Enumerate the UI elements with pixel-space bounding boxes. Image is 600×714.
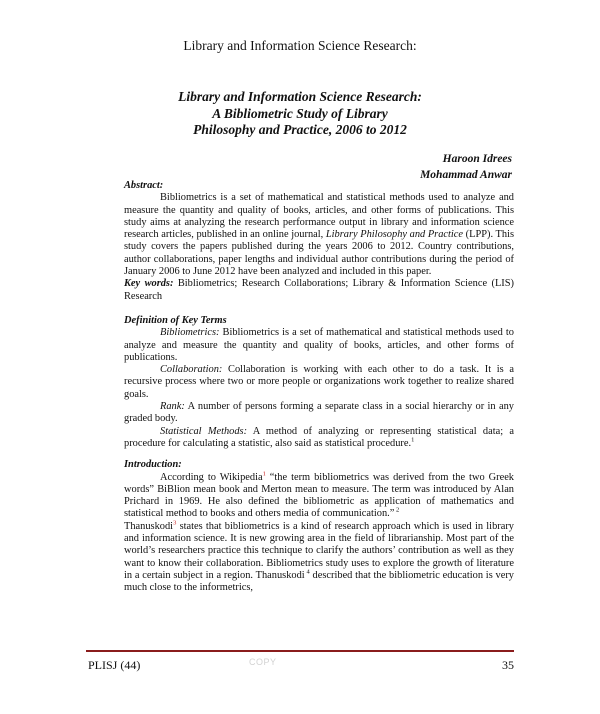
abstract-journal-name: Library Philosophy and Practice <box>325 229 464 241</box>
definition-text: Bibliometrics is a set of mathematical and statistical methods used to analyze and measure the quantity and quality of books, articles, and other forms of publications. <box>124 327 514 363</box>
body-content <box>124 180 514 595</box>
intro-text: Thanuskodi <box>124 520 174 532</box>
keywords-label: Key words: <box>124 278 174 290</box>
intro-text: According to Wikipedia <box>160 471 263 483</box>
footnote-ref[interactable]: 1 <box>262 470 266 478</box>
definition-term: Statistical Methods: <box>160 425 248 437</box>
introduction-heading: Introduction: <box>124 459 182 471</box>
footnote-ref[interactable]: 2 <box>394 506 400 514</box>
definition-item <box>124 364 514 401</box>
definition-text: Collaboration is working with each other to do a task. It is a recursive process where two or more people or organizations work together to realize shared goals. <box>124 364 514 400</box>
introduction-paragraph-1 <box>124 472 514 521</box>
spacer <box>124 450 514 459</box>
definition-term: Rank: <box>160 401 185 413</box>
keywords-text: Bibliometrics; Research Collaborations; Library & Information Science (LIS) Research <box>124 278 514 302</box>
definition-item <box>124 327 514 364</box>
definition-text: A method of analyzing or representing statistical data; a procedure for calculating a statistic, also said as statistical procedure. <box>124 425 514 449</box>
keywords-paragraph <box>124 278 514 303</box>
title-line-3: Philosophy and Practice, 2006 to 2012 <box>193 122 407 137</box>
title-line-1: Library and Information Science Research: <box>178 89 422 104</box>
page-number: 35 <box>502 658 514 672</box>
intro-text: “the term bibliometrics was derived from the two Greek words” BiBlion mean book and Merton mean to measure. The term was introduced by Alan Prichard in 1969. He also defined the bibliometric as application of mathematics and statistical method to books and others media of communication.” <box>124 471 514 520</box>
abstract-text-a: Bibliometrics is a set of mathematical and statistical methods used to analyze and measure the quantity and quality of books, articles, and other forms of publications. This study aims at analyzing the research performance output in library and information science research articles, published in an online journal, <box>124 192 514 241</box>
definition-item <box>124 426 514 451</box>
footnote-ref[interactable]: 1 <box>411 436 415 444</box>
footnote-ref[interactable]: 4 <box>304 568 310 576</box>
footnote-ref[interactable]: 3 <box>173 519 177 527</box>
definition-text: A number of persons forming a separate class in a social hierarchy or in any graded body. <box>124 401 514 425</box>
definition-term: Bibliometrics: <box>160 327 220 339</box>
author-list <box>420 152 512 183</box>
author-name: Mohammad Anwar <box>420 168 512 181</box>
introduction-paragraph-2 <box>124 521 514 595</box>
spacer <box>124 303 514 315</box>
footer-journal: PLISJ (44) <box>88 658 141 672</box>
author-name: Haroon Idrees <box>442 153 512 165</box>
definition-term: Collaboration: <box>160 364 223 376</box>
definitions-heading: Definition of Key Terms <box>124 314 227 326</box>
intro-text: described that the bibliometric education is very much close to the informetrics, <box>124 569 514 594</box>
intro-text: states that bibliometrics is a kind of research approach which is used in library and information science. It is new growing area in the field of librarianship. Most part of the world’s researchers practice this technique to clarify the authors’ contribution as well as they want to know their collaboration. Bibliometrics study uses to explore the growth of literature in a certain subject in a region. Thanuskodi <box>124 520 514 581</box>
abstract-heading: Abstract: <box>124 180 164 191</box>
abstract-text-b: (LPP). This study covers the papers published during the years 2006 to 2012. Country contributions, author collaborations, paper lengths and individual author contributions during the period of January 2006 to June 2012 have been analyzed and included in this paper. <box>124 229 515 278</box>
paper-title <box>100 89 500 139</box>
definition-item <box>124 401 514 426</box>
watermark: COPY <box>249 657 277 667</box>
footer-divider <box>86 650 514 652</box>
abstract-paragraph <box>124 192 514 278</box>
title-line-2: A Bibliometric Study of Library <box>212 105 388 121</box>
running-head: Library and Information Science Research: <box>183 38 417 53</box>
